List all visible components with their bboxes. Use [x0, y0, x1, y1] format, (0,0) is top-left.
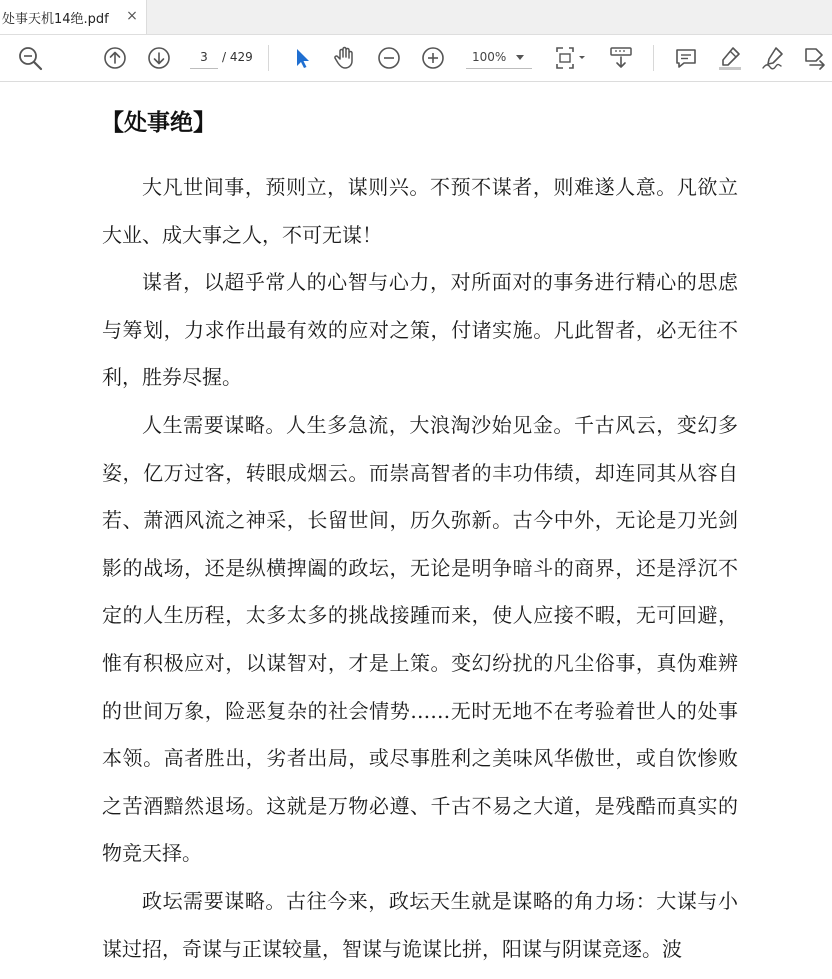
highlight-button[interactable]	[715, 43, 745, 73]
pen-sign-icon	[761, 45, 787, 71]
page-fit-button[interactable]	[552, 43, 588, 73]
toolbar-separator	[653, 45, 654, 71]
previous-page-button[interactable]	[100, 43, 130, 73]
paragraph: 政坛需要谋略。古往今来，政坛天生就是谋略的角力场：大谋与小谋过招，奇谋与正谋较量，智谋与诡谋比拼，阳谋与阴谋竞逐。波	[102, 888, 738, 961]
scroll-page-icon	[608, 45, 634, 71]
zoom-level-value: 100%	[472, 50, 507, 64]
arrow-up-circle-icon	[103, 46, 127, 70]
close-icon[interactable]: ×	[126, 8, 138, 24]
hand-icon	[332, 45, 358, 71]
cursor-arrow-icon	[290, 46, 312, 70]
document-tab[interactable]	[0, 0, 147, 34]
document-page	[0, 82, 832, 979]
fit-page-icon	[553, 45, 587, 71]
chevron-down-icon	[516, 55, 524, 60]
minus-circle-icon	[377, 46, 401, 70]
scroll-mode-button[interactable]	[606, 43, 636, 73]
tab-bar	[0, 0, 832, 35]
paragraph: 人生需要谋略。人生多急流，大浪淘沙始见金。千古风云，变幻多姿，亿万过客，转眼成烟云。而崇高智者的丰功伟绩，却连同其从容自若、萧洒风流之神采，长留世间，历久弥新。古今中外，无论是刀光剑影的战场，还是纵横捭阖的政坛，无论是明争暗斗的商界，还是浮沉不定的人生历程，太多太多的挑战接踵而来，使人应接不暇，无可回避，惟有积极应对，以谋智对，才是上策。变幻纷扰的凡尘俗事，真伪难辨的世间万象，险恶复杂的社会情势……无时无地不在考验着世人的处事本领。高者胜出，劣者出局，或尽事胜利之美味风华傲世，或自饮惨败之苦酒黯然退场。这就是万物必遵、千古不易之大道，是残酷而真实的物竞天择。	[102, 412, 738, 866]
next-page-button[interactable]	[144, 43, 174, 73]
toolbar	[0, 35, 832, 82]
tag-arrow-icon	[802, 45, 830, 71]
tools-button[interactable]	[801, 43, 831, 73]
select-tool-button[interactable]	[286, 43, 316, 73]
arrow-down-circle-icon	[147, 46, 171, 70]
sign-button[interactable]	[759, 43, 789, 73]
zoom-out-button[interactable]	[374, 43, 404, 73]
page-total-label: / 429	[222, 50, 253, 64]
highlighter-icon	[717, 45, 743, 71]
zoom-in-button[interactable]	[418, 43, 448, 73]
section-heading: 【处事绝】	[101, 110, 216, 136]
document-body	[102, 164, 738, 973]
page-number-input[interactable]: 3	[190, 46, 218, 69]
zoom-search-button[interactable]	[15, 43, 45, 73]
tab-title: 处事天机14绝.pdf	[2, 11, 109, 27]
paragraph: 大凡世间事，预则立，谋则兴。不预不谋者，则难遂人意。凡欲立大业、成大事之人，不可无谋！	[102, 175, 738, 247]
zoom-level-dropdown[interactable]	[466, 46, 532, 69]
comment-icon	[674, 46, 698, 70]
comment-button[interactable]	[671, 43, 701, 73]
plus-circle-icon	[421, 46, 445, 70]
hand-tool-button[interactable]	[330, 43, 360, 73]
magnifier-zoom-out-icon	[17, 45, 43, 71]
toolbar-separator	[268, 45, 269, 71]
paragraph: 谋者，以超乎常人的心智与心力，对所面对的事务进行精心的思虑与筹划，力求作出最有效的应对之策，付诸实施。凡此智者，必无往不利，胜券尽握。	[102, 270, 738, 390]
